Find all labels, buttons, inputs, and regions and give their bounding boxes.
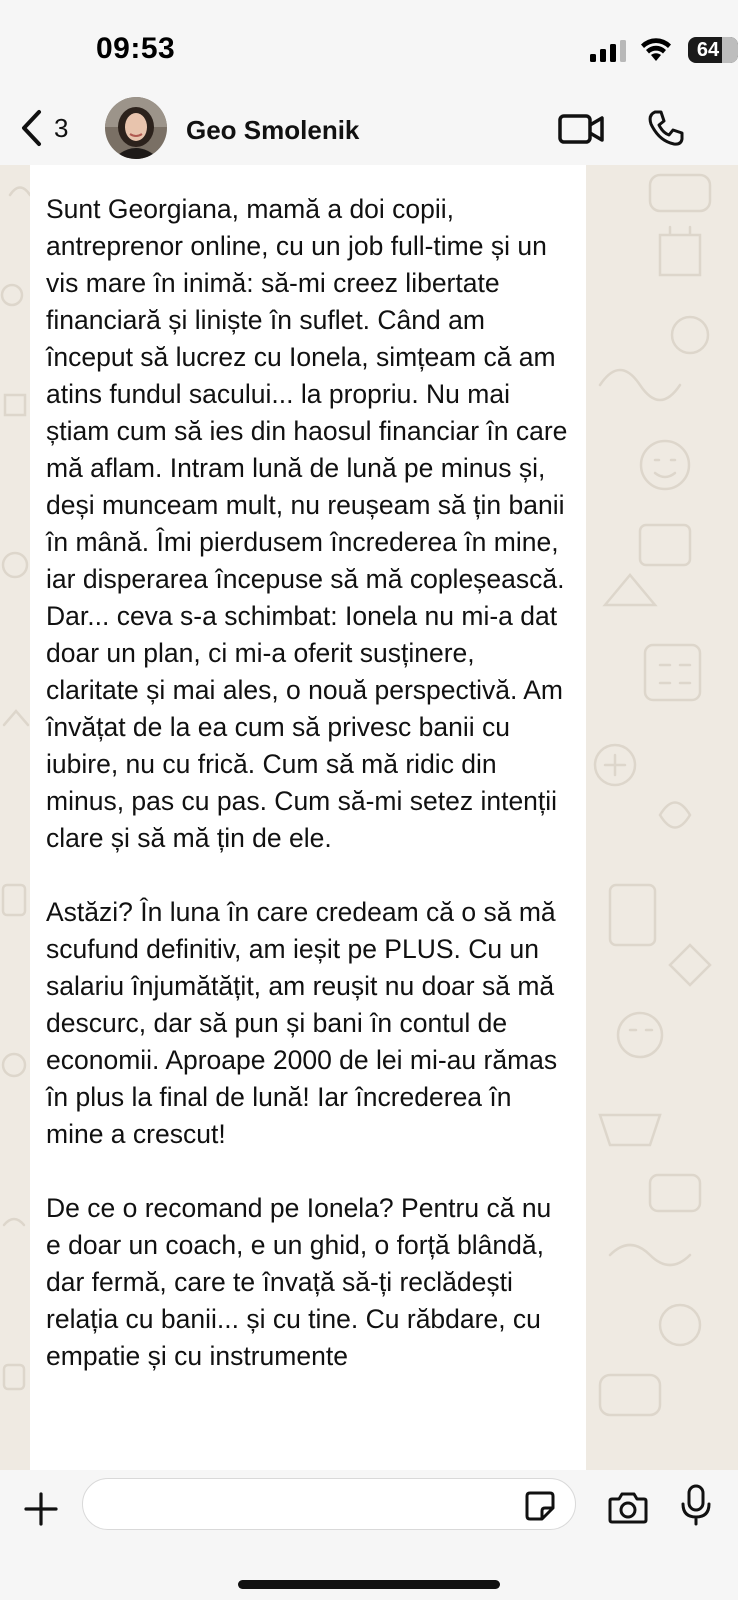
video-call-icon[interactable] <box>558 111 606 147</box>
sticker-icon[interactable] <box>524 1490 556 1522</box>
composer-bar <box>0 1470 738 1600</box>
wifi-icon <box>639 36 673 62</box>
back-button[interactable] <box>18 105 88 151</box>
battery-level: 64 <box>696 39 720 61</box>
camera-icon[interactable] <box>608 1490 648 1524</box>
message-paragraph: Astăzi? În luna în care credeam că o să mă scufund definitiv, am ieșit pe PLUS. Cu un salariu înjumătățit, am reușit nu doar să mă descurc, dar să pun și bani în contul de economii. Aproape 2000 de lei mi-au rămas în plus la final de lună! Iar încrederea în mine a crescut! <box>46 897 558 1149</box>
message-input[interactable] <box>82 1478 576 1530</box>
contact-name[interactable]: Geo Smolenik <box>186 115 360 145</box>
plus-icon[interactable] <box>22 1490 60 1528</box>
unread-count: 3 <box>54 112 69 143</box>
home-indicator[interactable] <box>238 1580 500 1589</box>
message-paragraph: De ce o recomand pe Ionela? Pentru că nu e doar un coach, e un ghid, o forță blândă, dar fermă, care te învață să-ți reclădești relația cu banii... și cu tine. Cu răbdare, cu empatie și cu instrumente <box>46 1193 552 1371</box>
signal-icon <box>590 40 626 62</box>
chat-area[interactable] <box>0 165 738 1470</box>
status-time: 09:53 <box>96 32 176 65</box>
status-bar <box>0 0 738 95</box>
back-icon <box>18 108 44 148</box>
message-bubble[interactable] <box>30 165 586 1470</box>
phone-icon[interactable] <box>646 109 684 147</box>
chat-header <box>0 95 738 165</box>
message-text <box>30 165 586 1375</box>
mic-icon[interactable] <box>680 1484 712 1526</box>
avatar[interactable] <box>105 97 167 159</box>
battery-icon <box>688 37 738 63</box>
message-paragraph: Sunt Georgiana, mamă a doi copii, antreprenor online, cu un job full-time și un vis mare în inimă: să-mi creez libertate financiară și liniște în suflet. Când am început să lucrez cu Ionela, simțeam că am atins fundul sacului... la propriu. Nu mai știam cum să ies din haosul financiar în care mă aflam. Intram lună de lună pe minus și, deși munceam mult, nu reușeam să țin banii în mână. Îmi pierdusem încrederea în mine, iar disperarea începuse să mă copleșească. Dar... ceva s-a schimbat: Ionela nu mi-a dat doar un plan, ci mi-a oferit susținere, claritate și mai ales, o nouă perspectivă. Am învățat de la ea cum să privesc banii cu iubire, nu cu frică. Cum să mă ridic din minus, pas cu pas. Cum să-mi setez intenții clare și să mă țin de ele. <box>46 194 568 853</box>
